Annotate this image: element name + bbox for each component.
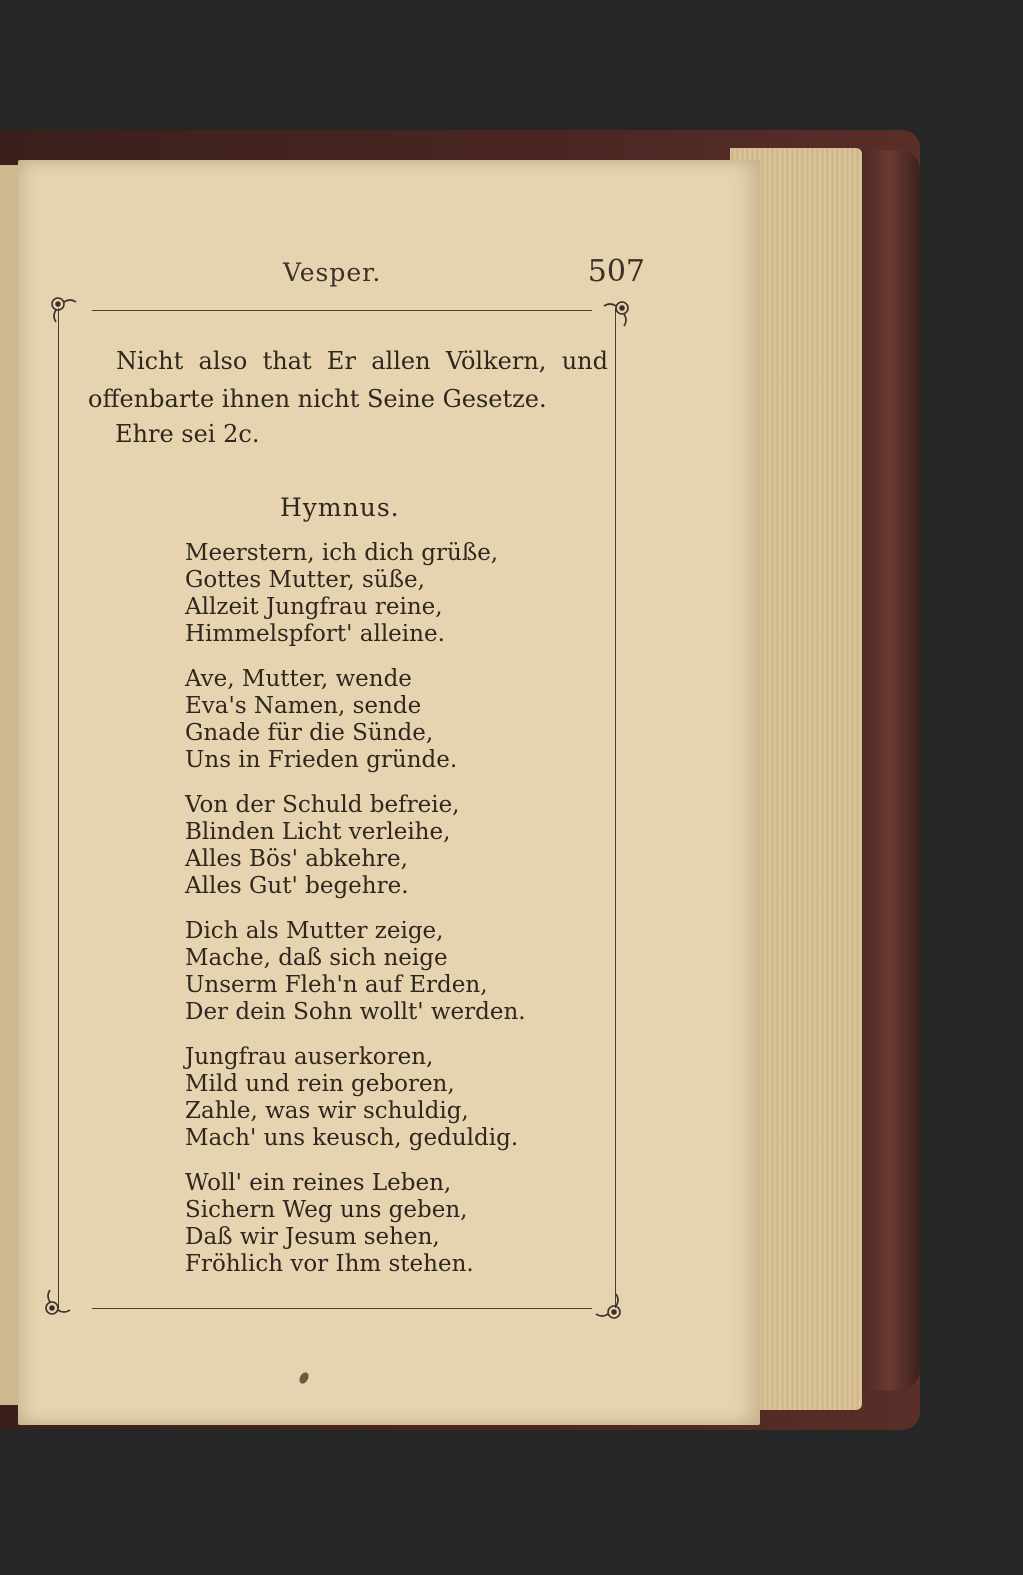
verse-line: Ave, Mutter, wende [185,666,412,692]
stanza [185,1170,585,1278]
verse-line: Von der Schuld befreie, [185,792,460,818]
verse-line: Daß wir Jesum sehen, [185,1224,440,1250]
verse-line: Uns in Frieden gründe. [185,747,458,773]
facing-page-edge [0,165,18,1405]
stanza [185,1044,585,1152]
verse-line: Jungfrau auserkoren, [185,1044,434,1070]
verse-line: Meerstern, ich dich grüße, [185,540,499,566]
corner-ornament-icon [592,1290,626,1324]
verse-line: Gnade für die Sünde, [185,720,434,746]
psalm-verse [88,342,608,418]
verse-line: Sichern Weg uns geben, [185,1197,468,1223]
verse-line: Blinden Licht verleihe, [185,819,451,845]
verse-line: Der dein Sohn wollt' werden. [185,999,526,1025]
top-border-rule [92,310,592,311]
verse-line: Fröhlich vor Ihm stehen. [185,1251,474,1277]
verse-line: Dich als Mutter zeige, [185,918,444,944]
verse-line: Gottes Mutter, süße, [185,567,425,593]
stanza [185,540,585,648]
corner-ornament-icon [600,296,634,330]
corner-ornament-icon [46,292,80,326]
verse-line: Zahle, was wir schuldig, [185,1098,469,1124]
verse-line: Mild und rein geboren, [185,1071,455,1097]
verse-line: Alles Bös' abkehre, [185,846,408,872]
verse-line: Woll' ein reines Leben, [185,1170,452,1196]
hymn-title: Hymnus. [280,493,400,522]
bottom-border-rule [92,1308,592,1309]
stanza [185,918,585,1026]
verse-line: Allzeit Jungfrau reine, [185,594,443,620]
verse-line: Mach' uns keusch, geduldig. [185,1125,519,1151]
stanza [185,792,585,900]
page-number: 507 [587,254,645,289]
running-head: Vesper. [283,258,382,287]
gloria-line: Ehre sei 2c. [115,420,260,448]
verse-line: Alles Gut' begehre. [185,873,409,899]
stanza [185,666,585,774]
verse-line: Unserm Fleh'n auf Erden, [185,972,488,998]
verse-line: Mache, daß sich neige [185,945,448,971]
verse-line: Himmelspfort' alleine. [185,621,445,647]
verse-text: Nicht also that Er allen Völkern, und offenbarte ihnen nicht Seine Gesetze. [88,347,608,413]
verse-line: Eva's Namen, sende [185,693,422,719]
corner-ornament-icon [40,1286,74,1320]
book-cover-edge [860,150,920,1390]
